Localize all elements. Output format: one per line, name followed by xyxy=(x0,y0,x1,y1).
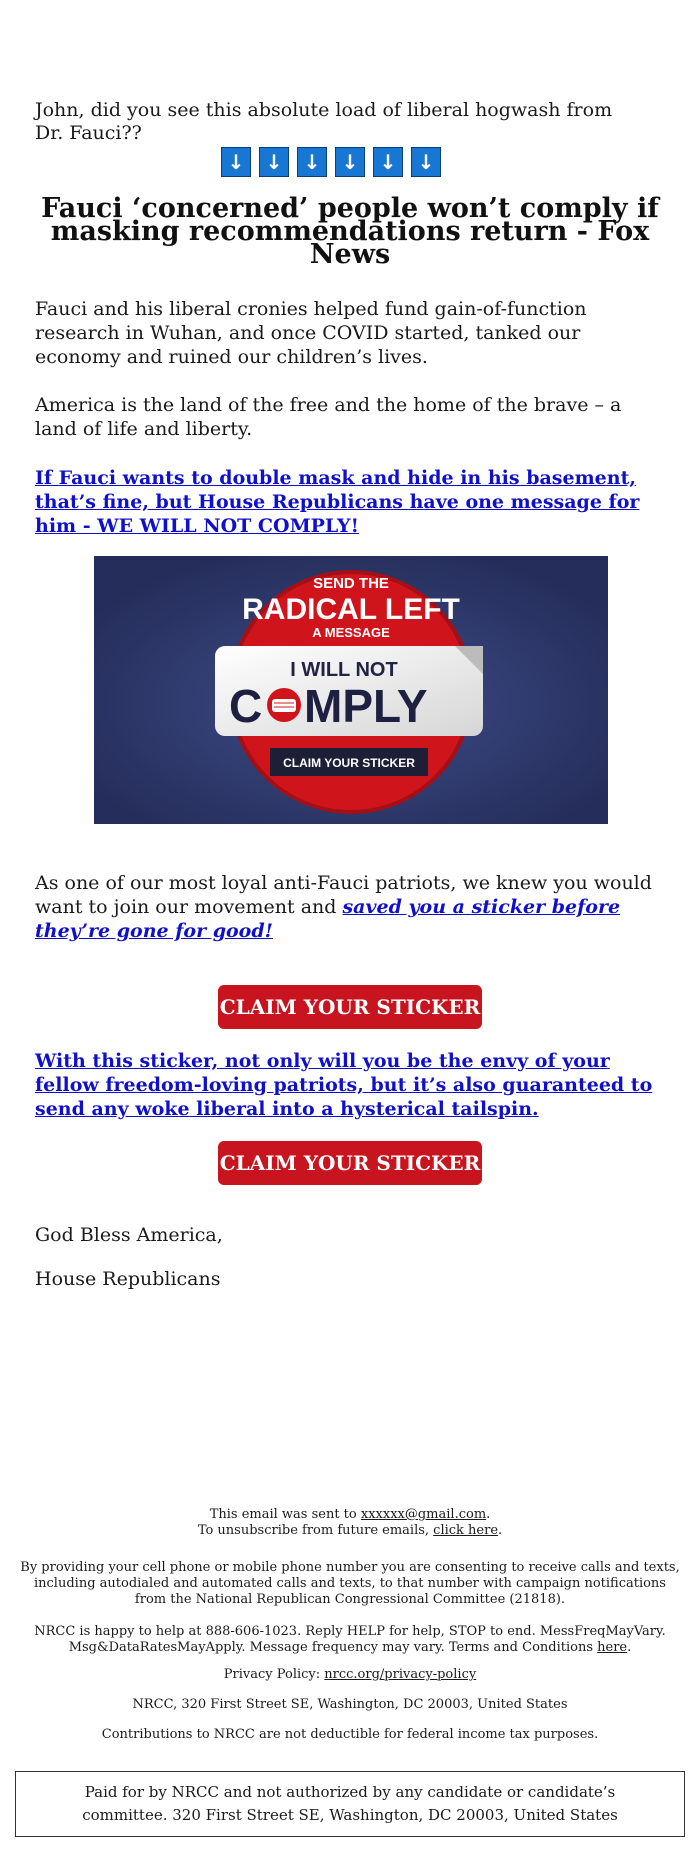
paragraph-fauci-research: Fauci and his liberal cronies helped fund gain-of-function research in Wuhan, and once COVID started, tanked our economy and ruined our children’s lives. xyxy=(35,298,587,368)
footer-consent: By providing your cell phone or mobile phone number you are consenting to receive calls and texts, including autodialed and automated calls and texts, to that number with campaign notifications from the National Republican Congressional Committee (21818). xyxy=(20,1560,680,1607)
unsubscribe-link[interactable]: click here xyxy=(433,1523,499,1538)
sticker-banner-graphic xyxy=(94,556,608,824)
paragraph-envy-wrapper xyxy=(35,1049,665,1121)
comply-link[interactable]: If Fauci wants to double mask and hide in his basement, that’s fine, but House Republicans have one message for him - WE WILL NOT COMPLY! xyxy=(35,467,640,537)
claim-sticker-button-2[interactable]: CLAIM YOUR STICKER xyxy=(218,1141,482,1185)
privacy-policy-link[interactable]: nrcc.org/privacy-policy xyxy=(324,1667,477,1682)
banner-line3: A MESSAGE xyxy=(312,625,390,640)
footer-address: NRCC, 320 First Street SE, Washington, DC 20003, United States xyxy=(132,1697,568,1712)
paid-for-disclaimer: Paid for by NRCC and not authorized by any candidate or candidate’s committee. 320 First Street SE, Washington, DC 20003, United States xyxy=(15,1771,685,1837)
down-arrow-icon: ↓ xyxy=(297,147,327,177)
paragraph-comply-link-wrapper xyxy=(35,466,665,538)
down-arrow-icon: ↓ xyxy=(335,147,365,177)
down-arrow-icon: ↓ xyxy=(259,147,289,177)
footer-sent-suffix: . xyxy=(486,1507,491,1522)
footer-help xyxy=(20,1624,680,1656)
headline: Fauci ‘concerned’ people won’t comply if masking recommendations return - Fox News xyxy=(41,193,659,270)
sticker-letter-c: C xyxy=(229,680,263,732)
down-arrow-icon: ↓ xyxy=(221,147,251,177)
paragraph-loyal-text: As one of our most loyal anti-Fauci patriots, we knew you would want to join our movement and xyxy=(35,872,652,918)
terms-link[interactable]: here xyxy=(597,1640,628,1655)
footer-unsub-prefix: To unsubscribe from future emails, xyxy=(197,1523,434,1538)
down-arrow-icon: ↓ xyxy=(373,147,403,177)
greeting-text: John, did you see this absolute load of liberal hogwash from Dr. Fauci?? xyxy=(35,99,613,144)
footer-sent-to xyxy=(20,1507,680,1539)
paragraph-america: America is the land of the free and the home of the brave – a land of life and liberty. xyxy=(35,394,622,440)
sticker-top-text: I WILL NOT xyxy=(290,659,398,681)
paragraph-loyal-patriots xyxy=(35,871,665,943)
footer-privacy-prefix: Privacy Policy: xyxy=(223,1667,325,1682)
banner-line1: SEND THE xyxy=(313,575,389,592)
envy-link[interactable]: With this sticker, not only will you be the envy of your fellow freedom-loving patriots, but it’s also guaranteed to send any woke liberal into a hysterical tailspin. xyxy=(35,1050,653,1120)
footer-sent-prefix: This email was sent to xyxy=(209,1507,361,1522)
sign-off: God Bless America, xyxy=(35,1224,223,1246)
sticker-banner[interactable] xyxy=(94,556,608,824)
mask-icon xyxy=(267,688,301,722)
footer-privacy xyxy=(20,1667,680,1683)
footer-help-text: NRCC is happy to help at 888-606-1023. Reply HELP for help, STOP to end. MessFreqMayVary. Msg&DataRatesMayApply. Message frequency may vary. Terms and Conditions xyxy=(34,1624,666,1655)
saved-sticker-link[interactable]: saved you a sticker before they’re gone for good! xyxy=(35,896,621,942)
footer-unsub-suffix: . xyxy=(498,1523,503,1538)
footer-help-suffix: . xyxy=(627,1640,632,1655)
footer-email-link[interactable]: xxxxxx@gmail.com xyxy=(360,1507,487,1522)
claim-sticker-button[interactable]: CLAIM YOUR STICKER xyxy=(218,985,482,1029)
signature: House Republicans xyxy=(35,1268,221,1290)
banner-cta-text: CLAIM YOUR STICKER xyxy=(283,756,415,770)
footer-deductible: Contributions to NRCC are not deductible for federal income tax purposes. xyxy=(101,1727,599,1742)
banner-line2: RADICAL LEFT xyxy=(242,593,460,626)
sticker-rest-text: MPLY xyxy=(304,680,428,732)
down-arrow-icon: ↓ xyxy=(411,147,441,177)
